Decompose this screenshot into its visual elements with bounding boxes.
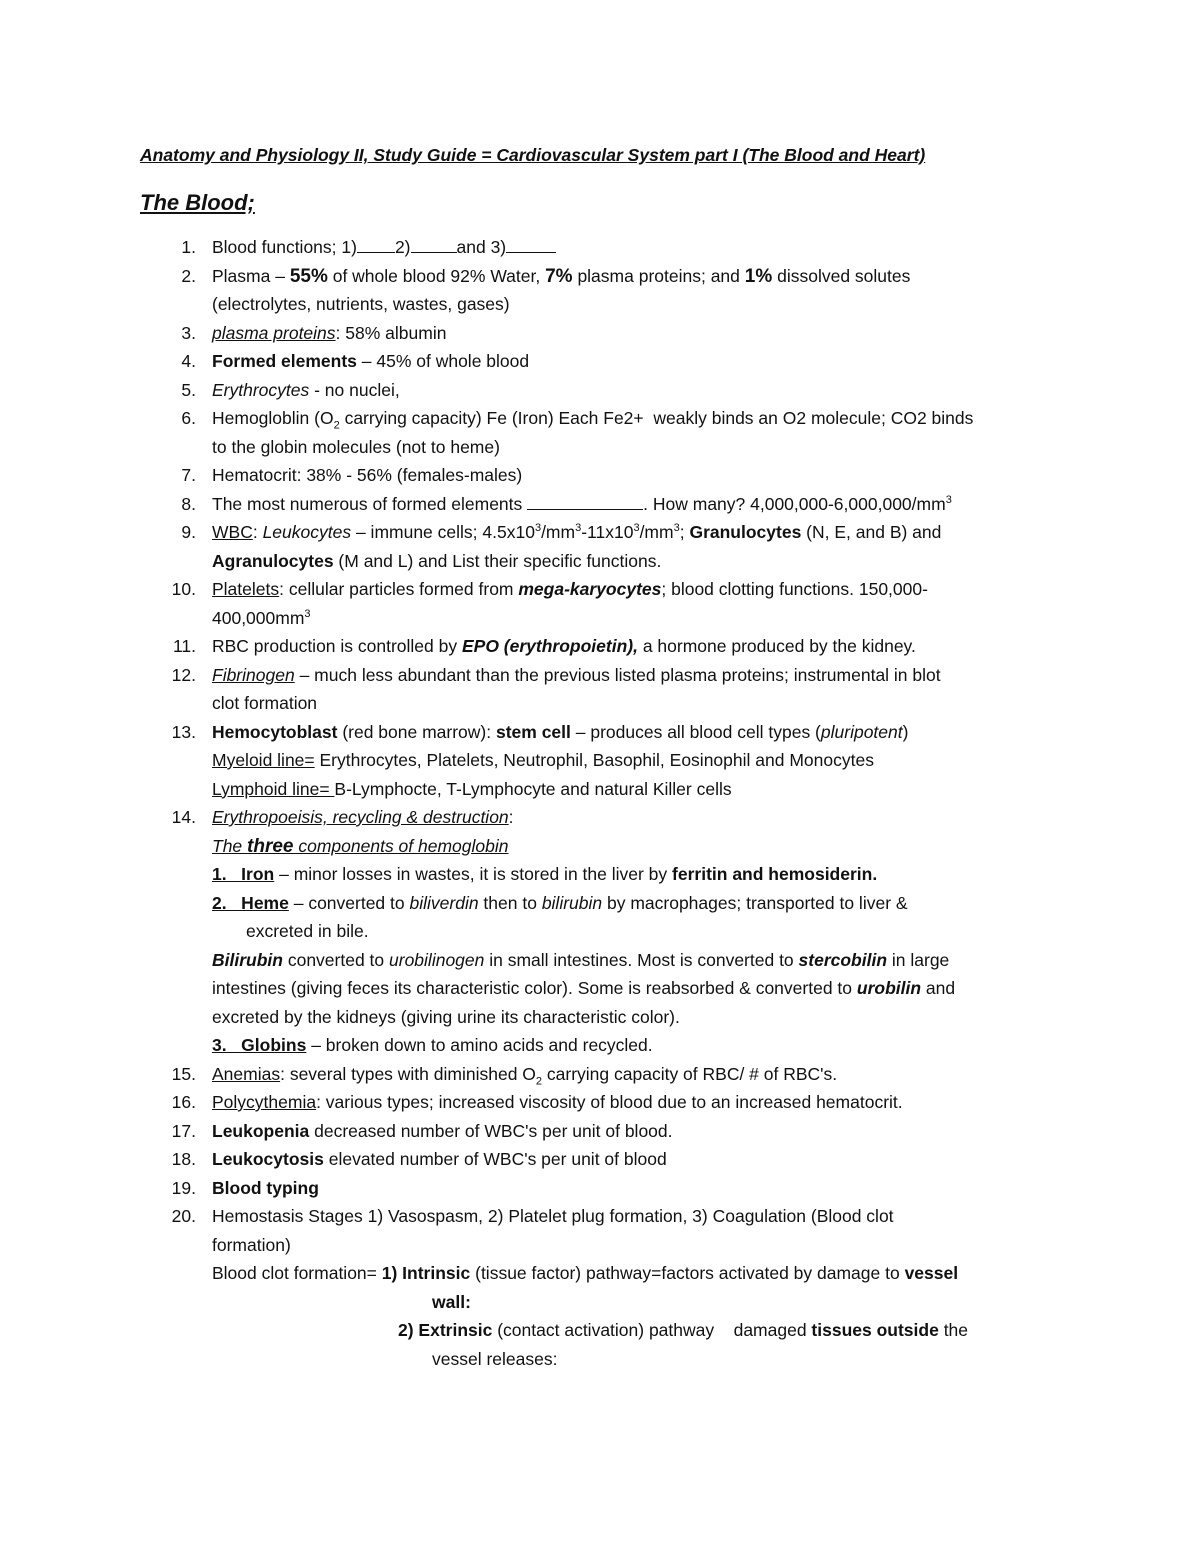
list-item-number: 1. bbox=[181, 237, 196, 257]
list-item-number: 5. bbox=[181, 379, 196, 400]
list-item-number: 3. bbox=[181, 322, 196, 343]
list-item-text bbox=[212, 890, 908, 916]
list-item-number: 9. bbox=[181, 522, 196, 542]
text-run: formation) bbox=[212, 1234, 291, 1255]
list-item-text bbox=[212, 719, 908, 745]
text-run: : various types; increased viscosity of blood due to an increased hematocrit. bbox=[316, 1092, 903, 1112]
list-item-text bbox=[212, 1232, 291, 1258]
text-run: Hemocytoblast bbox=[212, 721, 338, 742]
list-item-text bbox=[212, 1118, 673, 1144]
text-run: - no nuclei, bbox=[309, 379, 400, 400]
text-run: three bbox=[247, 835, 294, 857]
text-run: in large bbox=[887, 949, 950, 970]
text-run: urobilinogen bbox=[389, 949, 485, 970]
text-run: Lymphoid line= bbox=[212, 778, 335, 799]
fill-in-blank bbox=[357, 236, 395, 253]
list-item-text bbox=[212, 434, 500, 460]
list-item-text bbox=[212, 405, 973, 431]
list-item-text bbox=[212, 633, 916, 659]
list-item-text bbox=[212, 662, 941, 688]
text-run: 2) bbox=[394, 237, 411, 257]
list-item-text bbox=[212, 1032, 653, 1058]
list-item-number: 10. bbox=[171, 579, 196, 599]
list-item-text bbox=[212, 576, 928, 602]
list-item-text bbox=[212, 1004, 680, 1030]
text-run: 3 bbox=[673, 522, 680, 535]
text-run: excreted in bile. bbox=[246, 921, 369, 941]
text-run: . How many? 4,000,000-6,000,000/mm bbox=[643, 493, 946, 514]
list-item-number: 18. bbox=[171, 1149, 196, 1169]
list-item-text bbox=[212, 1203, 894, 1229]
text-run: Blood functions; 1) bbox=[212, 237, 357, 257]
list-item-text bbox=[212, 548, 661, 574]
list-item-text bbox=[212, 1061, 837, 1087]
text-run: 400,000mm bbox=[212, 607, 305, 628]
text-run: dissolved solutes bbox=[772, 265, 911, 286]
text-run: intestines (giving feces its characteristic color). Some is reabsorbed & converted to bbox=[212, 978, 857, 998]
text-run: converted to bbox=[282, 949, 390, 970]
text-run: Plasma – bbox=[212, 265, 290, 286]
text-run: Hemogloblin (O bbox=[212, 408, 334, 428]
text-run: ; bbox=[679, 522, 690, 542]
fill-in-blank bbox=[527, 493, 643, 510]
text-run: vessel releases: bbox=[432, 1348, 558, 1369]
text-run: B-Lymphocte, T-Lymphocyte and natural Killer cells bbox=[334, 778, 732, 799]
list-item-text bbox=[212, 975, 955, 1001]
list-item-text bbox=[212, 747, 874, 773]
text-run: clot formation bbox=[212, 693, 318, 713]
text-run: -11x10 bbox=[581, 522, 634, 542]
text-run: WBC bbox=[212, 522, 253, 542]
list-item-number: 16. bbox=[171, 1092, 196, 1112]
text-run: 2 bbox=[333, 419, 340, 432]
text-run: Blood typing bbox=[212, 1177, 319, 1198]
text-run: Leukopenia bbox=[212, 1120, 310, 1141]
list-item-text bbox=[212, 377, 400, 403]
text-run: Hemostasis Stages 1) Vasospasm, 2) Platelet plug formation, 3) Coagulation (Blood clot bbox=[212, 1206, 894, 1226]
list-item-number: 4. bbox=[181, 351, 196, 371]
text-run: – broken down to amino acids and recycled. bbox=[306, 1035, 653, 1055]
text-run: stercobilin bbox=[798, 949, 888, 970]
list-item-number: 14. bbox=[171, 807, 196, 827]
list-item-text bbox=[212, 519, 941, 545]
list-item-number: 8. bbox=[181, 493, 196, 514]
text-run: 3 bbox=[534, 522, 542, 535]
document-title: Anatomy and Physiology II, Study Guide = Cardiovascular System part I (The Blood and Heart) bbox=[140, 145, 926, 165]
text-run: The bbox=[212, 835, 248, 856]
list-item-text bbox=[212, 348, 529, 374]
text-run: Erythrocytes bbox=[212, 379, 310, 400]
text-run: (red bone marrow): bbox=[337, 721, 496, 742]
text-run: – immune cells; 4.5x10 bbox=[351, 522, 535, 542]
text-run: Leukocytosis bbox=[212, 1149, 324, 1169]
text-run: biliverdin bbox=[409, 892, 479, 913]
list-item-text bbox=[212, 491, 952, 517]
text-run: excreted by the kidneys (giving urine its characteristic color). bbox=[212, 1006, 680, 1027]
fill-in-blank bbox=[411, 236, 457, 253]
list-item-text bbox=[212, 462, 522, 488]
fill-in-blank bbox=[506, 236, 556, 253]
list-item-number: 12. bbox=[171, 664, 196, 685]
text-run: mega-karyocytes bbox=[518, 579, 662, 599]
list-item-text bbox=[212, 833, 509, 860]
text-run: Fibrinogen bbox=[212, 664, 295, 685]
text-run: by macrophages; transported to liver & bbox=[602, 892, 908, 913]
text-run: Erythrocytes, Platelets, Neutrophil, Basophil, Eosinophil and Monocytes bbox=[314, 750, 874, 770]
text-run: in small intestines. Most is converted to bbox=[484, 949, 799, 970]
list-item-number: 15. bbox=[171, 1063, 196, 1084]
text-run: decreased number of WBC's per unit of blood. bbox=[309, 1120, 673, 1141]
text-run: : several types with diminished O bbox=[280, 1063, 536, 1084]
text-run: – much less abundant than the previous listed plasma proteins; instrumental in blot bbox=[294, 664, 941, 685]
text-run: : 58% albumin bbox=[335, 322, 447, 343]
text-run: 2) Extrinsic bbox=[398, 1320, 493, 1340]
text-run: /mm bbox=[639, 522, 674, 542]
text-run: 3 bbox=[945, 493, 952, 506]
text-run: Anemias bbox=[212, 1063, 281, 1084]
list-item-text bbox=[432, 1289, 471, 1315]
text-run: 1% bbox=[744, 265, 773, 287]
text-run: components of hemoglobin bbox=[293, 835, 509, 856]
text-run: plasma proteins; and bbox=[572, 265, 745, 286]
text-run: 7% bbox=[545, 265, 573, 287]
text-run: and bbox=[921, 978, 956, 998]
text-run: Myeloid line= bbox=[212, 750, 315, 770]
list-item-number: 6. bbox=[181, 408, 196, 428]
text-run: plasma proteins bbox=[212, 322, 336, 343]
text-run: 3 bbox=[633, 522, 640, 535]
list-item-text bbox=[212, 1146, 667, 1172]
text-run: EPO (erythropoietin), bbox=[461, 636, 638, 656]
text-run: carrying capacity) Fe (Iron) Each Fe2+ weakly binds an O2 molecule; CO2 binds bbox=[339, 408, 974, 428]
text-run: – produces all blood cell types ( bbox=[570, 721, 821, 742]
text-run: a hormone produced by the kidney. bbox=[637, 636, 916, 656]
list-item-text bbox=[212, 234, 556, 260]
text-run: then to bbox=[478, 892, 542, 913]
text-run: (contact activation) pathway damaged bbox=[492, 1320, 812, 1340]
text-run: and 3) bbox=[456, 237, 507, 257]
text-run: Platelets bbox=[212, 579, 280, 599]
text-run: tissues outside bbox=[811, 1320, 939, 1340]
text-run: (electrolytes, nutrients, wastes, gases) bbox=[212, 294, 510, 314]
list-item-text bbox=[212, 320, 446, 346]
text-run: urobilin bbox=[856, 978, 922, 998]
text-run: – minor losses in wastes, it is stored in the liver by bbox=[274, 864, 673, 884]
text-run: Granulocytes bbox=[689, 522, 802, 542]
text-run: 55% bbox=[289, 265, 328, 287]
text-run: /mm bbox=[541, 522, 576, 542]
text-run: stem cell bbox=[495, 721, 571, 742]
text-run: Agranulocytes bbox=[212, 550, 334, 571]
section-heading: The Blood; bbox=[140, 190, 255, 215]
text-run: carrying capacity of RBC/ # of RBC's. bbox=[542, 1063, 838, 1084]
text-run: wall: bbox=[432, 1291, 471, 1312]
text-run: 3 bbox=[304, 607, 311, 620]
list-item-number: 2. bbox=[181, 265, 196, 286]
list-item-text bbox=[212, 690, 317, 716]
text-run: : cellular particles formed from bbox=[279, 579, 519, 599]
text-run: (N, E, and B) and bbox=[801, 522, 942, 542]
list-item-number: 11. bbox=[172, 636, 196, 656]
text-run: 1) Intrinsic bbox=[381, 1263, 471, 1283]
text-run: Blood clot formation= bbox=[212, 1263, 382, 1283]
list-item-text bbox=[212, 1089, 903, 1115]
text-run: vessel bbox=[904, 1263, 959, 1283]
text-run: 3. Globins bbox=[212, 1035, 307, 1055]
text-run: : bbox=[508, 807, 514, 827]
text-run: Erythropoeisis, recycling & destruction bbox=[212, 807, 509, 827]
list-item-number: 7. bbox=[181, 465, 196, 485]
text-run: RBC production is controlled by bbox=[212, 636, 462, 656]
list-item-text bbox=[212, 861, 877, 887]
text-run: Leukocytes bbox=[262, 522, 352, 542]
text-run: ferritin and hemosiderin. bbox=[672, 864, 878, 884]
text-run: Polycythemia bbox=[212, 1092, 317, 1112]
list-item-text bbox=[432, 1346, 557, 1372]
text-run: (tissue factor) pathway=factors activated by damage to bbox=[470, 1263, 905, 1283]
text-run: 1. Iron bbox=[212, 864, 275, 884]
text-run: ; blood clotting functions. 150,000- bbox=[661, 579, 928, 599]
text-run: (M and L) and List their specific functions. bbox=[333, 550, 662, 571]
text-run: the bbox=[938, 1320, 969, 1340]
text-run: 2 bbox=[535, 1075, 543, 1087]
text-run: pluripotent bbox=[820, 721, 903, 742]
list-item-number: 19. bbox=[171, 1177, 196, 1198]
list-item-text bbox=[212, 263, 910, 290]
text-run: to the globin molecules (not to heme) bbox=[212, 436, 500, 457]
list-item-number: 17. bbox=[171, 1120, 196, 1141]
text-run: – 45% of whole blood bbox=[356, 351, 530, 371]
text-run: : bbox=[252, 522, 263, 542]
text-run: 3 bbox=[575, 522, 582, 535]
list-item-text bbox=[212, 1175, 319, 1201]
text-run: – converted to bbox=[288, 892, 410, 913]
text-run: elevated number of WBC's per unit of blood bbox=[323, 1149, 667, 1169]
text-run: ) bbox=[902, 721, 909, 742]
list-item-text bbox=[212, 1260, 958, 1286]
list-item-text bbox=[398, 1317, 968, 1343]
list-item-number: 20. bbox=[171, 1206, 196, 1226]
text-run: bilirubin bbox=[541, 892, 603, 913]
list-item-text bbox=[212, 804, 514, 830]
text-run: Formed elements bbox=[212, 351, 357, 371]
list-item-text bbox=[212, 776, 732, 802]
list-item-text bbox=[246, 918, 369, 944]
text-run: The most numerous of formed elements bbox=[212, 493, 528, 514]
list-item-text bbox=[212, 291, 510, 317]
text-run: of whole blood 92% Water, bbox=[327, 265, 546, 286]
list-item-number: 13. bbox=[171, 721, 196, 742]
text-run: 2. Heme bbox=[212, 892, 289, 913]
text-run: Bilirubin bbox=[212, 949, 283, 970]
list-item-text bbox=[212, 947, 949, 973]
text-run: Hematocrit: 38% - 56% (females-males) bbox=[212, 465, 523, 485]
list-item-text bbox=[212, 605, 311, 631]
